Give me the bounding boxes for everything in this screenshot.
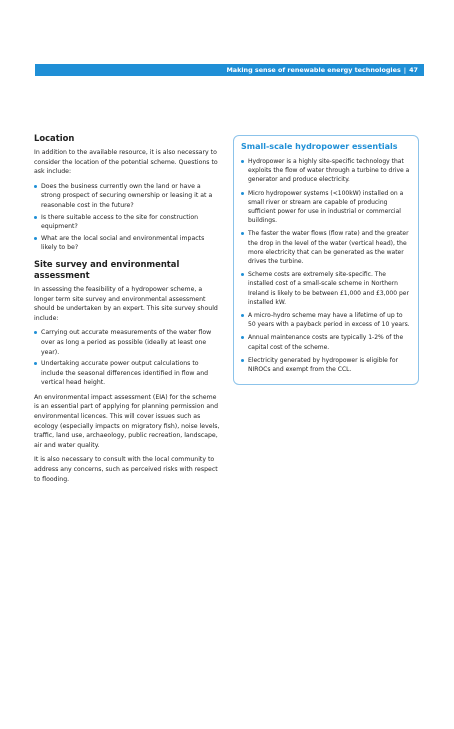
survey-list [34, 328, 222, 388]
bullet-icon [34, 331, 37, 334]
left-column [34, 133, 222, 489]
survey-intro: In assessing the feasibility of a hydropower scheme, a longer term site survey and environmental assessment should be undertaken by an expert. This site survey should include: [34, 285, 218, 322]
essentials-box [233, 135, 419, 385]
community-paragraph: It is also necessary to consult with the local community to address any concerns, such as perceived risks with respect to flooding. [34, 456, 218, 483]
location-heading: Location [34, 133, 75, 143]
bullet-icon [241, 160, 244, 163]
bullet-icon [241, 232, 244, 235]
bullet-icon [34, 216, 37, 219]
list-item: Scheme costs are extremely site-specific. The installed cost of a small-scale scheme in Northern Ireland is likely to be between £1,000 and £3,000 per installed kW. [241, 270, 410, 307]
bullet-icon [241, 336, 244, 339]
list-item: Is there suitable access to the site for construction equipment? [34, 213, 222, 232]
location-list [34, 182, 222, 253]
list-item: What are the local social and environmental impacts likely to be? [34, 234, 222, 253]
bullet-icon [241, 273, 244, 276]
list-item: Does the business currently own the land or have a strong prospect of securing ownership or leasing it at a reasonable cost in the future? [34, 182, 222, 211]
list-item: A micro-hydro scheme may have a lifetime of up to 50 years with a payback period in excess of 10 years. [241, 311, 410, 329]
list-item: Micro hydropower systems (<100kW) installed on a small river or stream are capable of producing sufficient power for use in industrial or commercial buildings. [241, 189, 410, 226]
essentials-list [241, 157, 410, 374]
list-item: The faster the water flows (flow rate) and the greater the drop in the level of the water (vertical head), the more electricity that can be generated as the water drives the turbine. [241, 229, 410, 266]
bullet-icon [241, 192, 244, 195]
list-item: Undertaking accurate power output calculations to include the seasonal differences identified in flow and vertical head height. [34, 359, 222, 388]
bullet-icon [241, 314, 244, 317]
eia-paragraph: An environmental impact assessment (EIA) for the scheme is an essential part of applying for planning permission and environmental licences. This will cover issues such as ecology (especially impacts on migratory fish), noise levels, traffic, land use, archaeology, public recreation, landscape, air and water quality. [34, 393, 220, 449]
bullet-icon [34, 362, 37, 365]
list-item: Hydropower is a highly site-specific technology that exploits the flow of water through a turbine to drive a generator and produce electricity. [241, 157, 410, 185]
page-number: 47 [409, 66, 418, 74]
bullet-icon [34, 237, 37, 240]
location-intro: In addition to the available resource, it is also necessary to consider the location of the potential scheme. Questions to ask include: [34, 149, 218, 176]
bullet-icon [34, 185, 37, 188]
header-separator: | [403, 66, 407, 74]
list-item: Annual maintenance costs are typically 1-2% of the capital cost of the scheme. [241, 333, 410, 351]
header-title: Making sense of renewable energy technologies [226, 66, 401, 74]
essentials-heading: Small-scale hydropower essentials [241, 142, 398, 151]
list-item: Electricity generated by hydropower is eligible for NIROCs and exempt from the CCL. [241, 356, 410, 374]
bullet-icon [241, 359, 244, 362]
survey-heading: Site survey and environmental assessment [34, 258, 180, 280]
header-bar [35, 64, 424, 76]
list-item: Carrying out accurate measurements of the water flow over as long a period as possible (ideally at least one year). [34, 328, 222, 357]
